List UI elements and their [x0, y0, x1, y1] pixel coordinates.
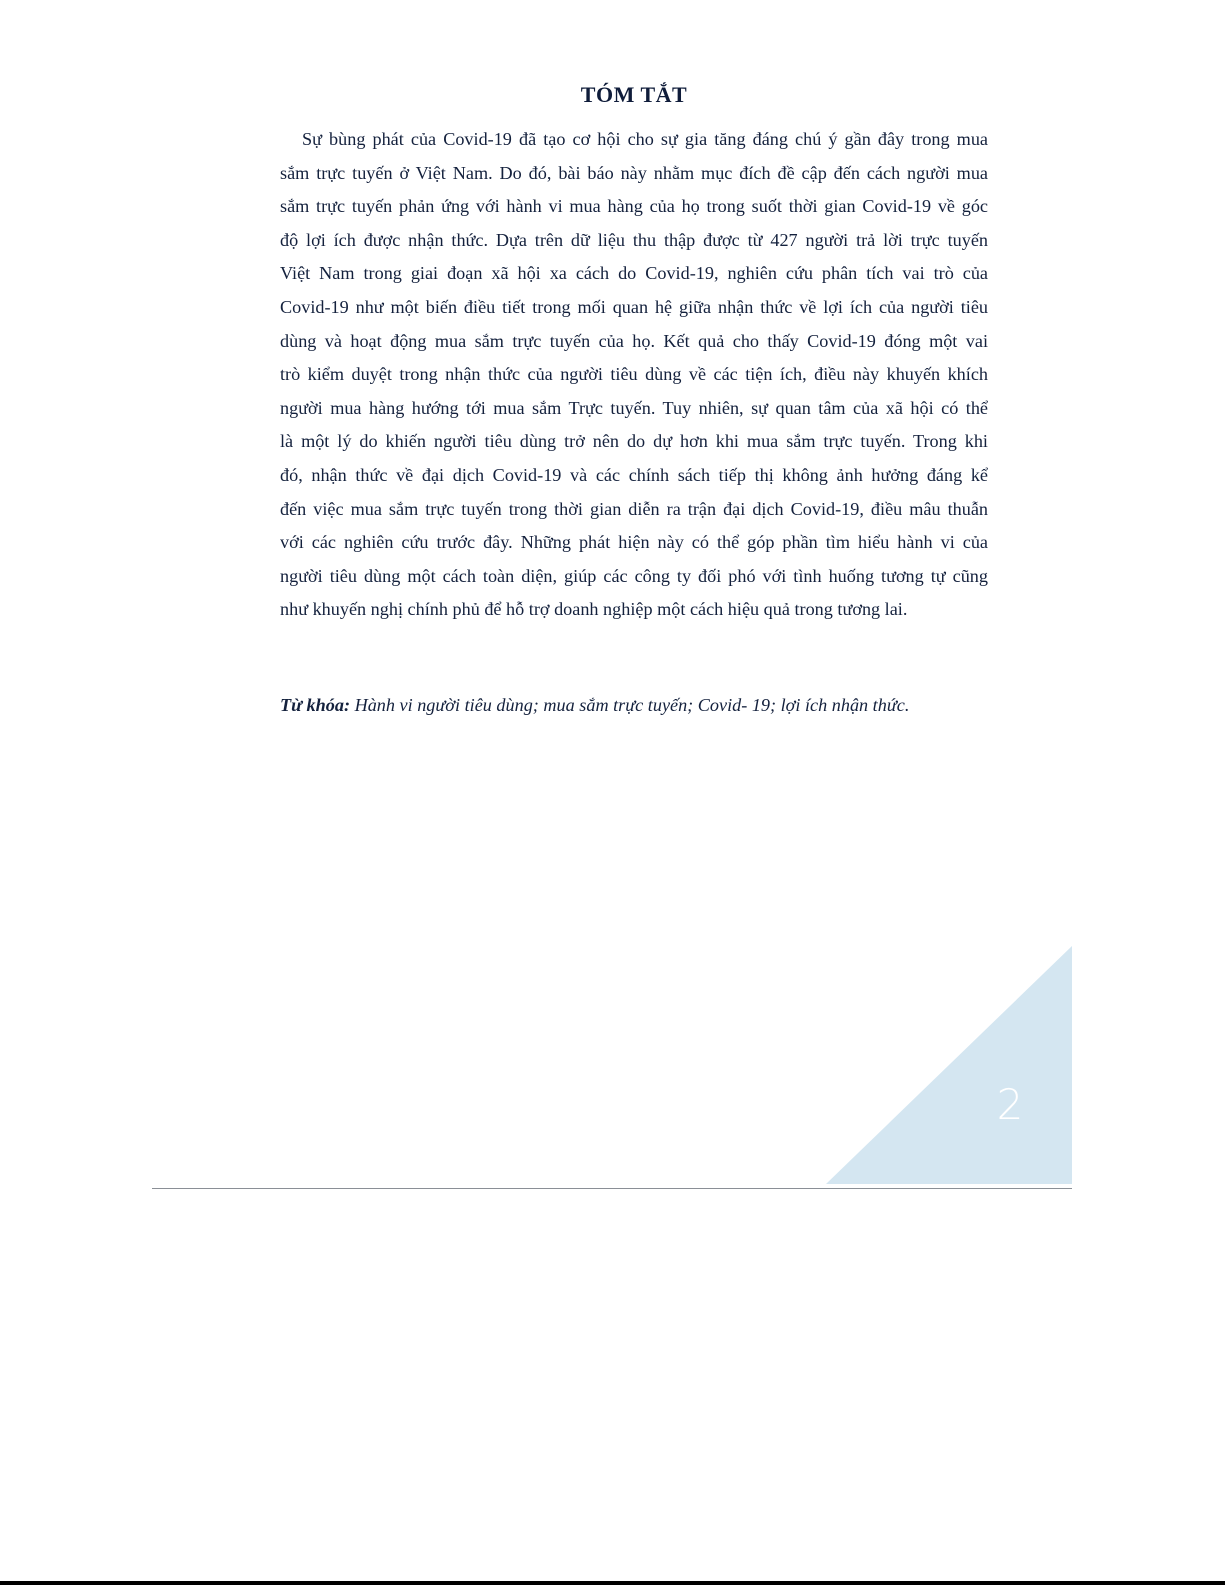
keywords-text: Hành vi người tiêu dùng; mua sắm trực tuyến; Covid- 19; lợi ích nhận thức. [350, 695, 910, 715]
keywords [280, 695, 988, 716]
abstract-line: dùng và hoạt động mua sắm trực tuyến của họ. Kết quả cho thấy Covid-19 đóng một vai [280, 330, 988, 351]
abstract-line: đến việc mua sắm trực tuyến trong thời gian diễn ra trận đại dịch Covid-19, điều mâu thuẫn [280, 498, 988, 519]
abstract-body [280, 123, 988, 627]
abstract-line: Covid-19 như một biến điều tiết trong mối quan hệ giữa nhận thức về lợi ích của người tiêu [280, 296, 988, 317]
abstract-line: đó, nhận thức về đại dịch Covid-19 và các chính sách tiếp thị không ảnh hưởng đáng kể [280, 464, 988, 485]
abstract-line: sắm trực tuyến ở Việt Nam. Do đó, bài báo này nhằm mục đích đề cập đến cách người mua [280, 162, 988, 183]
abstract-line: người mua hàng hướng tới mua sắm Trực tuyến. Tuy nhiên, sự quan tâm của xã hội có thể [280, 397, 988, 418]
page-corner-triangle [826, 946, 1072, 1184]
abstract-line: trò kiểm duyệt trong nhận thức của người tiêu dùng về các tiện ích, điều này khuyến khích [280, 364, 988, 385]
abstract-line: sắm trực tuyến phản ứng với hành vi mua hàng của họ trong suốt thời gian Covid-19 về góc [280, 196, 988, 217]
abstract-line: Việt Nam trong giai đoạn xã hội xa cách do Covid-19, nghiên cứu phân tích vai trò của [280, 263, 988, 284]
page-bottom-edge [0, 1581, 1225, 1585]
abstract-line: như khuyến nghị chính phủ để hỗ trợ doanh nghiệp một cách hiệu quả trong tương lai. [280, 599, 908, 620]
abstract-line: với các nghiên cứu trước đây. Những phát hiện này có thể góp phần tìm hiểu hành vi của [280, 532, 988, 553]
footer-divider [152, 1188, 1072, 1189]
abstract-title: TÓM TẮT [580, 82, 688, 107]
abstract-line: độ lợi ích được nhận thức. Dựa trên dữ liệu thu thập được từ 427 người trả lời trực tuyến [280, 229, 988, 250]
abstract-line: người tiêu dùng một cách toàn diện, giúp các công ty đối phó với tình huống tương tự cũng [280, 565, 988, 586]
abstract-line: là một lý do khiến người tiêu dùng trở nên do dự hơn khi mua sắm trực tuyến. Trong khi [280, 431, 988, 452]
triangle-shape [826, 946, 1072, 1184]
keywords-label: Từ khóa: [280, 695, 351, 715]
page-number: 2 [996, 1080, 1024, 1129]
abstract-line: Sự bùng phát của Covid-19 đã tạo cơ hội cho sự gia tăng đáng chú ý gần đây trong mua [302, 129, 988, 149]
